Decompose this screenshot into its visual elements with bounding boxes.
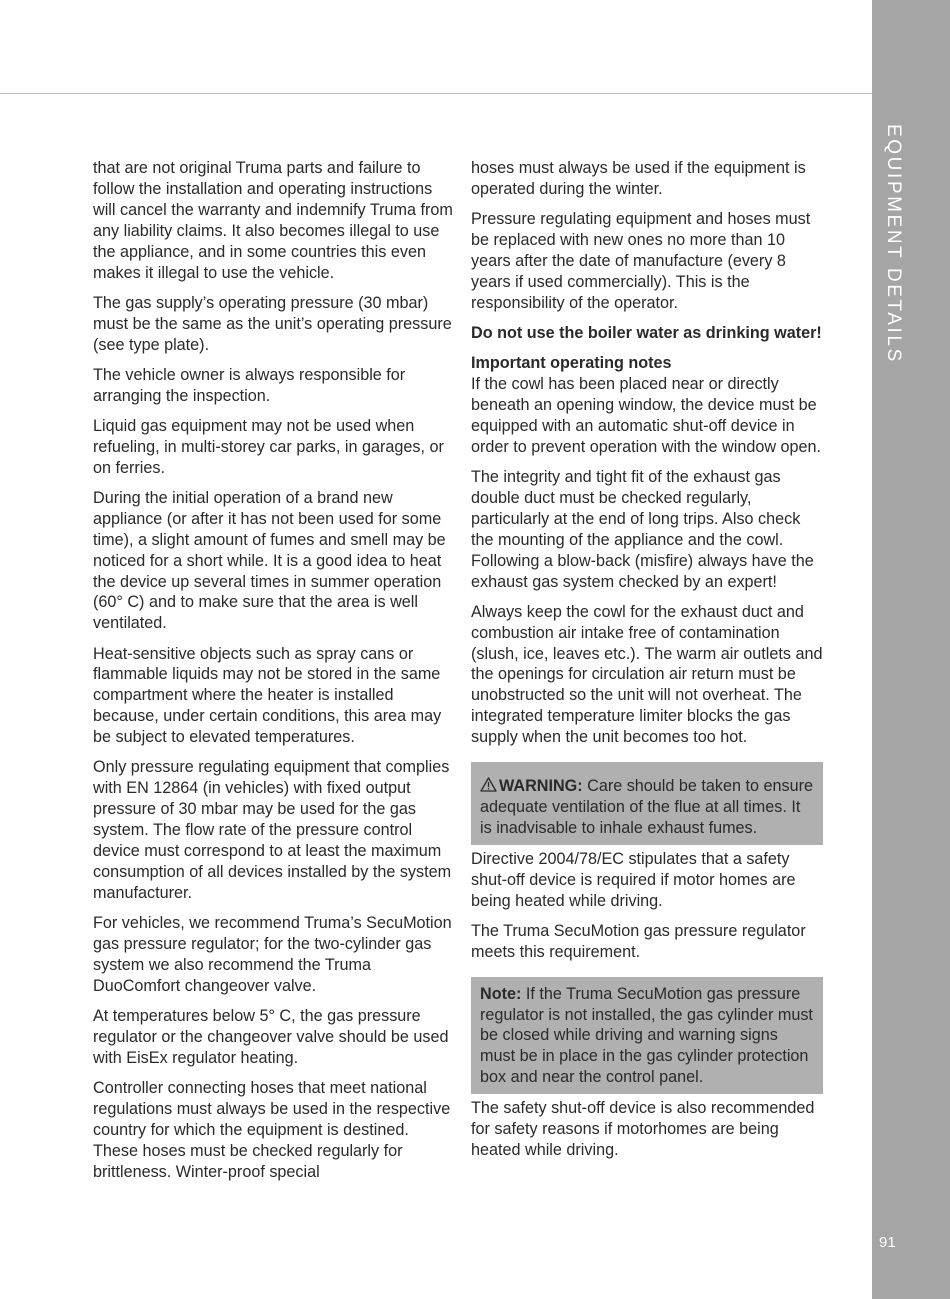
paragraph: Liquid gas equipment may not be used when refueling, in multi-storey car parks, in garages, or on ferries. [93,416,444,477]
right-column [471,158,827,1170]
warning-triangle-icon [480,777,497,792]
paragraph: The gas supply’s operating pressure (30 mbar) must be the same as the unit’s operating pressure (see type plate). [93,293,452,354]
note-body: If the Truma SecuMotion gas pressure regulator is not installed, the gas cylinder must be closed while driving and warning signs must be in place in the gas cylinder protection box and near the control panel. [480,984,813,1087]
paragraph: Pressure regulating equipment and hoses must be replaced with new ones no more than 10 years after the date of manufacture (every 8 years if used commercially). This is the responsibility of the operator. [471,210,811,312]
section-heading: Important operating notes [471,354,672,373]
paragraph: Only pressure regulating equipment that complies with EN 12864 (in vehicles) with fixed output pressure of 30 mbar may be used for the gas system. The flow rate of the pressure control device must correspond to at least the maximum consumption of all devices installed by the system manufacturer. [93,758,452,902]
paragraph: The Truma SecuMotion gas pressure regulator meets this requirement. [471,921,806,961]
page-number: 91 [879,1234,896,1251]
paragraph: The integrity and tight fit of the exhaust gas double duct must be checked regularly, particularly at the end of long trips. Also check the mounting of the appliance and the cowl. Following a blow-back (misfire) always have the exhaust gas system checked by an expert! [471,467,814,591]
warning-text [480,776,813,839]
paragraph: During the initial operation of a brand new appliance (or after it has not been used for some time), a slight amount of fumes and smell may be noticed for a short while. It is a good idea to heat the device up several times in summer operation (60° C) and to make sure that the area is well ventilated. [93,488,446,633]
paragraph: Controller connecting hoses that meet national regulations must always be used in the respective country for which the equipment is destined. These hoses must be checked regularly for brittleness. Winter-proof special [93,1078,451,1181]
paragraph: At temperatures below 5° C, the gas pressure regulator or the changeover valve should be used with EisEx regulator heating. [93,1006,449,1067]
paragraph: The vehicle owner is always responsible for arranging the inspection. [93,365,406,405]
note-text [480,984,813,1089]
paragraph: Directive 2004/78/EC stipulates that a safety shut-off device is required if motor homes are being heated while driving. [471,849,796,910]
note-label: Note: [480,984,522,1003]
paragraph: If the cowl has been placed near or directly beneath an opening window, the device must be equipped with an automatic shut-off device in order to prevent operation with the window open. [471,375,822,456]
section-title: EQUIPMENT DETAILS [883,124,904,364]
drinking-water-warning: Do not use the boiler water as drinking water! [471,323,822,342]
paragraph: The safety shut-off device is also recommended for safety reasons if motorhomes are being heated while driving. [471,1099,815,1159]
warning-body: Care should be taken to ensure adequate ventilation of the flue at all times. It is inadvisable to inhale exhaust fumes. [480,777,813,837]
paragraph: Heat-sensitive objects such as spray cans or flammable liquids may not be stored in the same compartment where the heater is installed because, under certain conditions, this area may be subject to elevated temperatures. [93,644,442,747]
paragraph: Always keep the cowl for the exhaust duct and combustion air intake free of contamination (slush, ice, leaves etc.). The warm air outlets and the openings for circulation air return must be unobstructed so the unit will not overheat. The integrated temperature limiter blocks the gas supply when the unit becomes too hot. [471,602,823,747]
paragraph: that are not original Truma parts and failure to follow the installation and operating instructions will cancel the warranty and indemnify Truma from any liability claims. It also becomes illegal to use the appliance, and in some countries this even makes it illegal to use the vehicle. [93,159,453,282]
note-box [471,977,823,1095]
warning-label: WARNING: [499,777,583,796]
warning-box [471,762,823,845]
paragraph: hoses must always be used if the equipment is operated during the winter. [471,159,806,198]
header-rule [0,93,872,94]
left-column [93,158,455,1192]
paragraph: For vehicles, we recommend Truma’s SecuMotion gas pressure regulator; for the two-cylinder gas system we also recommend the Truma DuoComfort changeover valve. [93,913,452,995]
